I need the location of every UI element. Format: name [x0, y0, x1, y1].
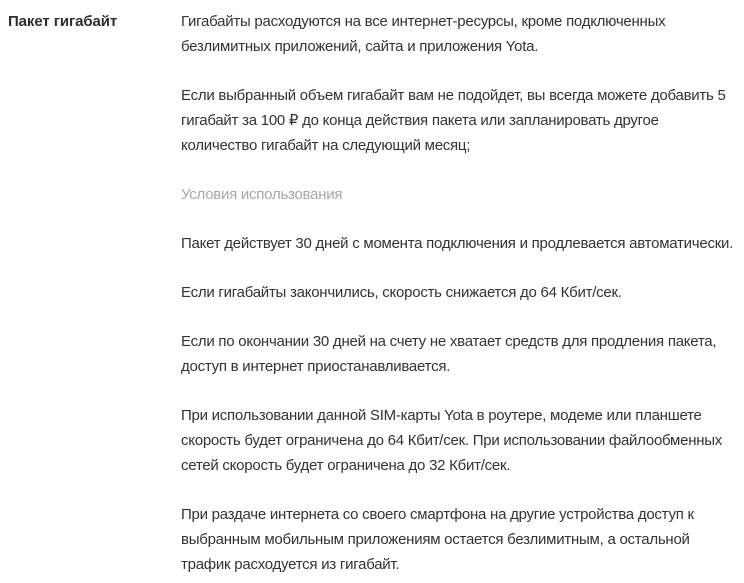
terms-paragraph-insufficient-funds: Если по окончании 30 дней на счету не хватает средств для продления пакета, доступ в интернет приостанавливается.: [181, 333, 717, 375]
terms-paragraph-tethering: При раздаче интернета со своего смартфона на другие устройства доступ к выбранным мобильным приложениям остается безлимитным, а остальной трафик расходуется из гигабайт.: [181, 506, 694, 573]
intro-paragraph-1: Гигабайты расходуются на все интернет-ресурсы, кроме подключенных безлимитных приложений, сайта и приложения Yota.: [181, 13, 666, 55]
terms-paragraph-sim-usage: При использовании данной SIM-карты Yota в роутере, модеме или планшете скорость будет ограничена до 64 Кбит/сек. При использовании файлообменных сетей скорость будет ограничена до 32 Кбит/сек.: [181, 407, 723, 474]
term-label: Пакет гигабайт: [8, 13, 118, 30]
terms-paragraph-speed-after-limit: Если гигабайты закончились, скорость снижается до 64 Кбит/сек.: [181, 284, 622, 301]
definition-row: [8, 9, 736, 577]
terms-paragraph-validity: Пакет действует 30 дней с момента подключения и продлевается автоматически.: [181, 235, 734, 252]
usage-terms-subheading: Условия использования: [181, 186, 343, 203]
intro-paragraph-2: Если выбранный объем гигабайт вам не подойдет, вы всегда можете добавить 5 гигабайт за 100 ₽ до конца действия пакета или запланировать другое количество гигабайт на следующий месяц;: [181, 87, 726, 154]
term-description: [181, 9, 736, 577]
